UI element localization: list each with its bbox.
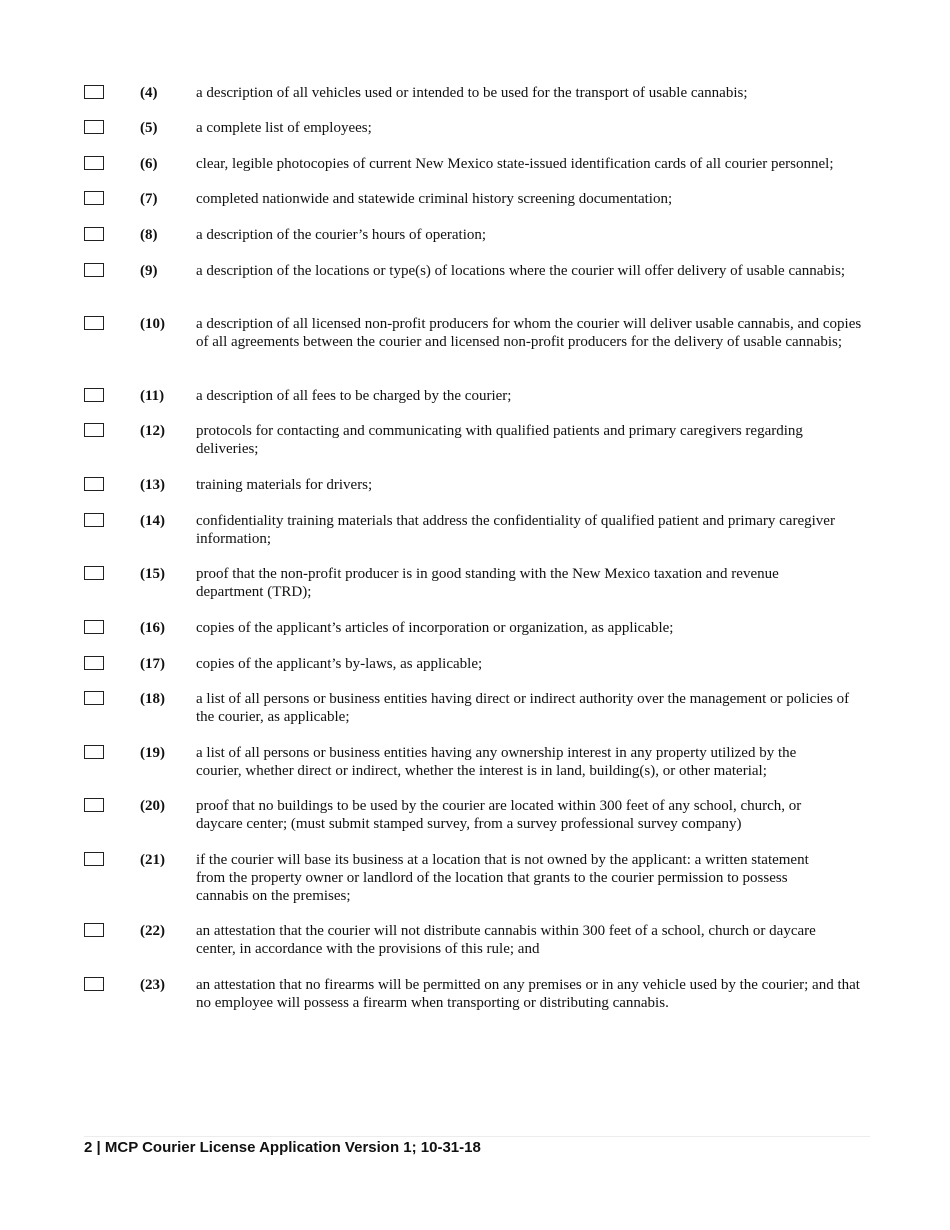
item-text: copies of the applicant’s articles of incorporation or organization, as applicable; xyxy=(196,620,674,636)
item-text: proof that no buildings to be used by the courier are located within 300 feet of any school, church, or daycare center; (must submit stamped survey, from a survey professional survey company) xyxy=(196,798,802,832)
item-checkbox[interactable] xyxy=(84,388,104,402)
item-text: a description of all vehicles used or intended to be used for the transport of usable cannabis; xyxy=(196,85,748,101)
item-number: (9) xyxy=(140,263,158,279)
item-text: a description of the courier’s hours of operation; xyxy=(196,227,487,243)
item-number: (22) xyxy=(140,923,165,939)
item-text: an attestation that the courier will not distribute cannabis within 300 feet of a school, church or daycare center, in accordance with the provisions of this rule; and xyxy=(196,923,816,957)
item-checkbox[interactable] xyxy=(84,120,104,134)
item-text: an attestation that no firearms will be permitted on any premises or in any vehicle used by the courier; and that no employee will possess a firearm when transporting or distributing cannabis. xyxy=(196,977,860,1011)
item-number: (5) xyxy=(140,120,158,136)
item-number: (21) xyxy=(140,852,165,868)
item-text: confidentiality training materials that address the confidentiality of qualified patient and primary caregiver information; xyxy=(196,513,835,547)
item-text: a description of all fees to be charged by the courier; xyxy=(196,388,512,404)
item-checkbox[interactable] xyxy=(84,566,104,580)
item-number: (18) xyxy=(140,691,165,707)
item-text: if the courier will base its business at a location that is not owned by the applicant: a written statement from the property owner or landlord of the location that grants to the courier permission to possess cannabis on the premises; xyxy=(196,852,809,904)
item-number: (10) xyxy=(140,316,165,332)
item-checkbox[interactable] xyxy=(84,85,104,99)
item-number: (23) xyxy=(140,977,165,993)
item-text: a complete list of employees; xyxy=(196,120,372,136)
item-checkbox[interactable] xyxy=(84,191,104,205)
item-number: (8) xyxy=(140,227,158,243)
item-number: (4) xyxy=(140,85,158,101)
item-checkbox[interactable] xyxy=(84,513,104,527)
item-checkbox[interactable] xyxy=(84,423,104,437)
item-number: (14) xyxy=(140,513,165,529)
item-text: clear, legible photocopies of current New Mexico state-issued identification cards of all courier personnel; xyxy=(196,156,834,172)
item-checkbox[interactable] xyxy=(84,620,104,634)
item-number: (13) xyxy=(140,477,165,493)
item-text: protocols for contacting and communicating with qualified patients and primary caregivers regarding deliveries; xyxy=(196,423,803,457)
page-footer: 2 | MCP Courier License Application Version 1; 10-31-18 xyxy=(84,1139,481,1156)
item-number: (20) xyxy=(140,798,165,814)
item-checkbox[interactable] xyxy=(84,316,104,330)
item-text: completed nationwide and statewide criminal history screening documentation; xyxy=(196,191,673,207)
item-text: proof that the non-profit producer is in good standing with the New Mexico taxation and revenue department (TRD); xyxy=(196,566,779,600)
item-checkbox[interactable] xyxy=(84,691,104,705)
item-checkbox[interactable] xyxy=(84,852,104,866)
item-checkbox[interactable] xyxy=(84,227,104,241)
footer-divider xyxy=(84,1136,870,1137)
item-checkbox[interactable] xyxy=(84,477,104,491)
item-checkbox[interactable] xyxy=(84,798,104,812)
item-number: (16) xyxy=(140,620,165,636)
item-number: (19) xyxy=(140,745,165,761)
item-number: (6) xyxy=(140,156,158,172)
item-checkbox[interactable] xyxy=(84,977,104,991)
item-text: copies of the applicant’s by-laws, as applicable; xyxy=(196,656,483,672)
item-text: a list of all persons or business entities having any ownership interest in any property utilized by the courier, whether direct or indirect, whether the interest is in land, building(s), or other material; xyxy=(196,745,797,779)
item-number: (12) xyxy=(140,423,165,439)
item-text: a description of all licensed non-profit producers for whom the courier will deliver usable cannabis, and copies of all agreements between the courier and licensed non-profit producers for the delivery of usable cannabis; xyxy=(196,316,862,350)
item-number: (17) xyxy=(140,656,165,672)
item-checkbox[interactable] xyxy=(84,745,104,759)
item-text: training materials for drivers; xyxy=(196,477,373,493)
item-text: a list of all persons or business entities having direct or indirect authority over the management or policies of the courier, as applicable; xyxy=(196,691,850,725)
item-number: (15) xyxy=(140,566,165,582)
item-checkbox[interactable] xyxy=(84,263,104,277)
item-number: (11) xyxy=(140,388,165,404)
item-number: (7) xyxy=(140,191,158,207)
item-checkbox[interactable] xyxy=(84,156,104,170)
item-text: a description of the locations or type(s) of locations where the courier will offer delivery of usable cannabis; xyxy=(196,263,846,279)
item-checkbox[interactable] xyxy=(84,923,104,937)
item-checkbox[interactable] xyxy=(84,656,104,670)
